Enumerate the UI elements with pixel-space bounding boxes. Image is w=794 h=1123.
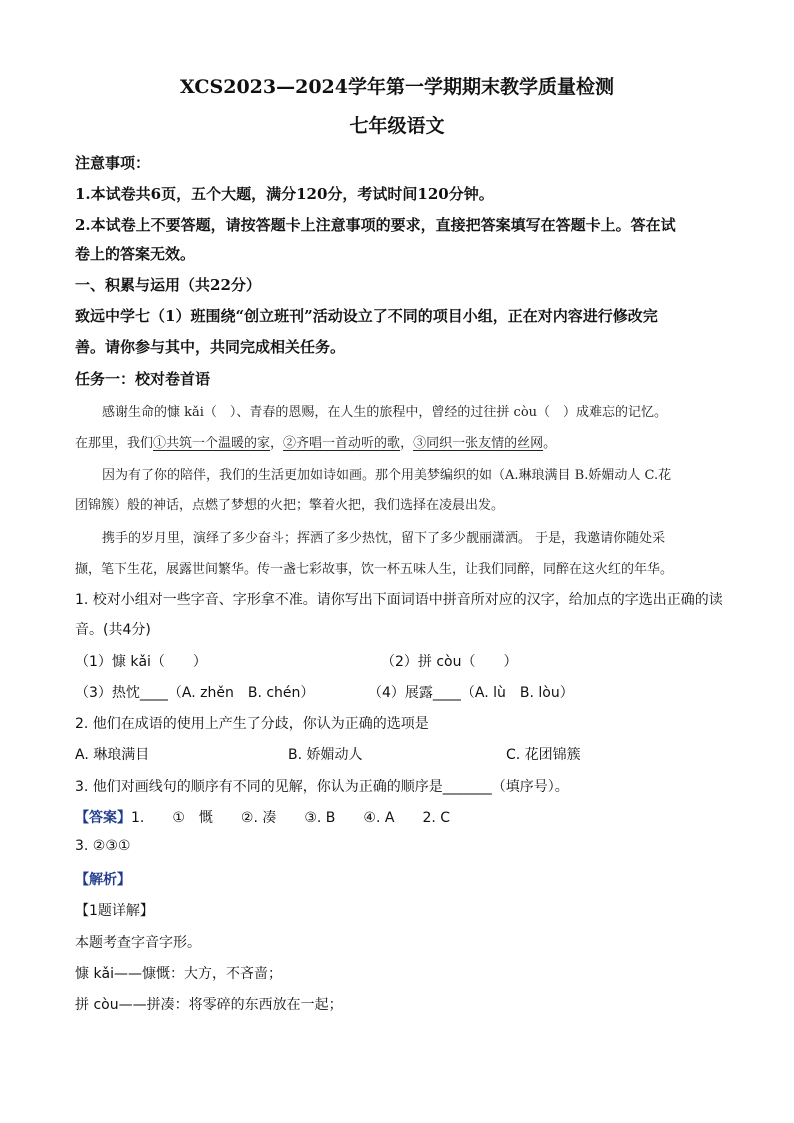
question-1-item-4: （4）展露____（A. lù B. lòu）	[368, 685, 574, 701]
analysis-line-3: 拼 còu——拼凑：将零碎的东西放在一起；	[75, 997, 343, 1013]
answer-label: 【答案】	[75, 810, 131, 826]
question-1-item-3: （3）热忱____（A. zhěn B. chén）	[75, 685, 315, 701]
answer-text: 1. ① 慨 ②. 凑 ③. B ④. A 2. C	[131, 810, 451, 826]
analysis-line-1: 本题考查字音字形。	[75, 935, 201, 951]
exam-subtitle: 七年级语文	[349, 115, 445, 137]
question-1-item-1: （1）慷 kǎi（ ）	[75, 654, 207, 670]
underlined-sentence-1: ①共筑一个温暖的家	[153, 436, 271, 451]
answer-line-2: 3. ②③①	[75, 838, 131, 854]
question-2-option-a: A. 琳琅满目	[75, 747, 150, 763]
passage-text: 在那里，我们	[75, 436, 154, 451]
question-2-option-c: C. 花团锦簇	[506, 747, 581, 763]
question-2-stem: 2. 他们在成语的使用上产生了分歧，你认为正确的选项是	[75, 716, 429, 732]
passage-comma: ，	[270, 436, 284, 451]
question-1-stem-cont: 音。(共4分)	[75, 622, 151, 638]
passage-para-3-cont: 撷，笔下生花，展露世间繁华。传一盏七彩故事，饮一杯五味人生，让我们同醉，同醉在这火红的年华。	[75, 562, 674, 577]
notice-item-2: 2.本试卷上不要答题，请按答题卡上注意事项的要求，直接把答案填写在答题卡上。答在试	[75, 216, 676, 234]
section-intro: 致远中学七（1）班围绕“创立班刊”活动设立了不同的项目小组，正在对内容进行修改完	[75, 307, 658, 325]
question-3-stem: 3. 他们对画线句的顺序有不同的见解，你认为正确的顺序是_______（填序号）。	[75, 779, 569, 795]
question-1-stem: 1. 校对小组对一些字音、字形拿不准。请你写出下面词语中拼音所对应的汉字，给加点的字选出正确的读	[75, 592, 723, 608]
analysis-detail-heading: 【1题详解】	[75, 903, 154, 919]
passage-comma: ，	[400, 436, 414, 451]
passage-period: 。	[543, 436, 557, 451]
analysis-line-2: 慷 kǎi——慷慨：大方，不吝啬；	[75, 966, 283, 982]
exam-title: XCS2023—2024学年第一学期期末教学质量检测	[179, 76, 614, 98]
section-heading: 一、积累与运用（共22分）	[75, 276, 261, 294]
passage-para-1-cont	[75, 432, 556, 451]
question-1-item-2: （2）拼 còu（ ）	[381, 654, 518, 670]
section-intro-cont: 善。请你参与其中，共同完成相关任务。	[75, 338, 346, 356]
underlined-sentence-3: ③同织一张友情的丝网	[413, 436, 544, 451]
passage-para-2: 因为有了你的陪伴，我们的生活更加如诗如画。那个用美梦编织的如（A.琳琅满目 B.娇媚动人 C.花	[102, 468, 672, 483]
notice-item-2-cont: 卷上的答案无效。	[75, 245, 196, 263]
passage-para-2-cont: 团锦簇）般的神话，点燃了梦想的火把；擎着火把，我们选择在凌晨出发。	[75, 498, 505, 513]
task-one-heading: 任务一：校对卷首语	[75, 370, 211, 388]
passage-para-1: 感谢生命的慷 kǎi（ ）、青春的恩赐，在人生的旅程中，曾经的过往拼 còu（ ）成难忘的记忆。	[102, 405, 668, 420]
notice-item-1: 1.本试卷共6页，五个大题，满分120分，考试时间120分钟。	[75, 185, 494, 203]
answer-line	[75, 807, 450, 827]
question-2-option-b: B. 娇媚动人	[288, 747, 363, 763]
notice-heading: 注意事项：	[75, 154, 151, 172]
underlined-sentence-2: ②齐唱一首动听的歌	[283, 436, 401, 451]
passage-para-3: 携手的岁月里，演绎了多少奋斗；挥洒了多少热忱，留下了多少靓丽潇洒。 于是，我邀请你随处采	[102, 531, 666, 546]
analysis-label: 【解析】	[75, 872, 131, 888]
